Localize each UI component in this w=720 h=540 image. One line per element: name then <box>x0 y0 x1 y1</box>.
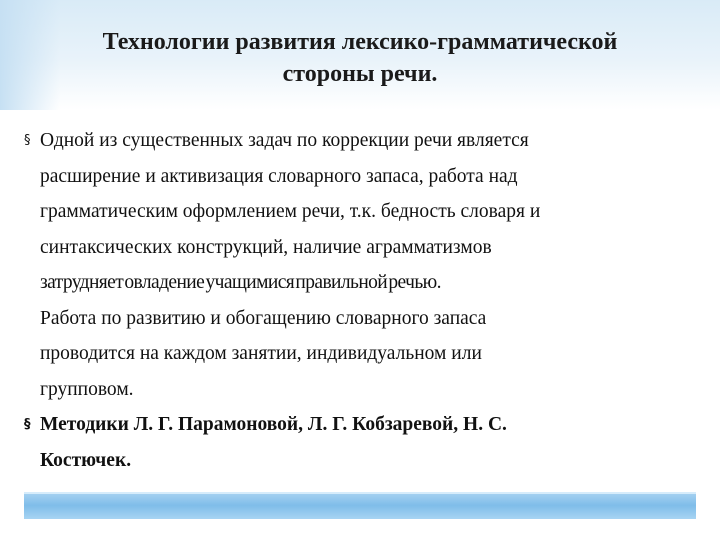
bullet-icon: § <box>24 417 31 432</box>
slide-body <box>24 123 690 478</box>
body-line: расширение и активизация словарного запаса, работа над <box>40 165 518 187</box>
body-line: грамматическим оформлением речи, т.к. бедность словаря и <box>40 201 541 222</box>
footer-bar <box>24 492 696 519</box>
body-line: групповом. <box>40 378 134 400</box>
body-line: синтаксических конструкций, наличие аграмматизмов <box>40 236 492 258</box>
slide-title-line-2: стороны речи. <box>282 61 438 87</box>
bullet-icon: § <box>24 133 31 148</box>
body-line: Работа по развитию и обогащению словарного запаса <box>40 307 487 329</box>
body-line: проводится на каждом занятии, индивидуальном или <box>40 343 482 364</box>
bullet-paragraph-2 <box>24 407 690 478</box>
footer-bar-highlight <box>24 492 696 494</box>
slide-title-line-1: Технологии развития лексико-грамматической <box>102 29 618 55</box>
body-line: Методики Л. Г. Парамоновой, Л. Г. Кобзаревой, Н. С. <box>40 414 507 435</box>
body-line: затрудняет овладение учащимися правильной речью. <box>40 272 441 293</box>
body-line: Костючек. <box>40 449 132 471</box>
slide-title <box>40 26 680 90</box>
body-line: Одной из существенных задач по коррекции речи является <box>40 130 529 151</box>
bullet-paragraph-1 <box>24 123 690 407</box>
